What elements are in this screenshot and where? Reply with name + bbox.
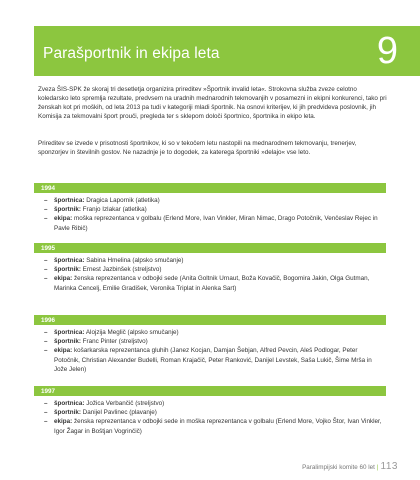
- list-item: [44, 205, 384, 214]
- bullet-dash: –: [44, 206, 48, 214]
- list-item: [44, 256, 384, 265]
- chapter-number: 9: [376, 30, 398, 72]
- list-item: [44, 346, 384, 374]
- entry-category: ekipa:: [54, 275, 73, 283]
- bullet-dash: –: [44, 418, 48, 426]
- year-heading-1995: [34, 243, 386, 253]
- entry-text: Dragica Lapornik (atletika): [84, 197, 160, 204]
- entry-category: športnica:: [54, 400, 85, 407]
- year-heading-1996: [34, 315, 386, 325]
- list-item: [44, 265, 384, 274]
- entry-text: Jožica Verbančič (streljstvo): [84, 400, 165, 407]
- entry-text: Sabina Hmelina (alpsko smučanje): [84, 257, 184, 264]
- bullet-dash: –: [44, 257, 48, 264]
- bullet-dash: –: [44, 329, 48, 336]
- entry-text: ženska reprezentanca v odbojki sede in moška reprezentanca v golbalu (Erlend More, Vojko Štor, Ivan Vinkler, Igor Žagar in Boštjan Vogrinčič): [54, 418, 382, 435]
- bullet-dash: –: [44, 400, 48, 407]
- entry-text: ženska reprezentanca v odbojki sede (Anita Goltnik Urnaut, Boža Kovačič, Bogomira Jakin, Olga Gutman, Marinka Cencelj, Emilie Gradišek, Veronika Triplat in Alenka Sart): [54, 275, 370, 292]
- entry-category: športnik:: [54, 409, 81, 417]
- list-item: [44, 214, 384, 232]
- chapter-title: Parašportnik in ekipa leta: [43, 45, 220, 62]
- list-item: [44, 274, 384, 292]
- page-footer: [302, 461, 398, 472]
- intro-paragraph-2: Prireditev se izvede v prisotnosti športnikov, ki so v tekočem letu nastopili na mednarodnem tekmovanju, trenerjev, sponzorjev in številnih gostov. Ne nazadnje je to dogodek, za katerega športniki »delajo« vse leto.: [38, 140, 357, 156]
- bullet-dash: –: [44, 215, 48, 223]
- entry-category: športnica:: [54, 197, 85, 204]
- entry-text: košarkarska reprezentanca gluhih (Janez Kocjan, Damjan Šebjan, Alfred Pevcin, Aleš Podlogar, Peter Potočnik, Christian Alexander Budelli, Roman Krajačič, Peter Ranković, Danijel Levstek, Saša Lukič, Šime Mrša in Jože Jelen): [54, 347, 372, 373]
- entry-text: moška reprezentanca v golbalu (Erlend More, Ivan Vinkler, Miran Nimac, Drago Potočnik, Venčeslav Rejec in Pavle Ribič): [54, 215, 378, 232]
- entry-text: Franjo Izlakar (atletika): [80, 206, 147, 214]
- bullet-dash: –: [44, 266, 48, 274]
- year-label: 1994: [41, 184, 56, 192]
- year-label: 1996: [41, 316, 56, 324]
- bullet-dash: –: [44, 275, 48, 283]
- year-heading-1997: [34, 386, 386, 396]
- page-number: 113: [380, 461, 398, 472]
- bullet-dash: –: [44, 409, 48, 417]
- bullet-dash: –: [44, 338, 48, 346]
- entry-category: športnica:: [54, 329, 85, 336]
- award-list-1994: [44, 196, 384, 233]
- footer-text: Paralimpijski komite 60 let: [302, 464, 375, 471]
- award-list-1995: [44, 256, 384, 293]
- intro-paragraph-1: Zveza ŠIS-SPK že skoraj tri desetletja organizira prireditev »Športnik invalid leta«. Strokovna služba zveze celotno koledarsko leto spremlja rezultate, predvsem na uradnih mednarodnih tekmovanjih v posamezni in ekipni konkurenci, tako pri ženskah kot pri moških, od leta 2013 pa tudi v kategoriji mladi športnik. Na osnovi kriterijev, ki jih predvideva poslovnik, jih Komisija za tekmovalni šport prouči, pregleda ter s sklepom določi športnico, športnika in ekipo leta.: [38, 86, 387, 120]
- entry-text: Danijel Pavlinec (plavanje): [80, 409, 157, 417]
- entry-category: ekipa:: [54, 418, 73, 426]
- entry-text: Franc Pinter (streljstvo): [80, 338, 148, 346]
- entry-category: športnica:: [54, 257, 85, 264]
- entry-category: športnik:: [54, 266, 81, 274]
- entry-category: ekipa:: [54, 215, 73, 223]
- footer-separator: |: [376, 464, 379, 471]
- list-item: [44, 399, 384, 408]
- entry-category: športnik:: [54, 338, 81, 346]
- entry-text: Alojzija Meglič (alpsko smučanje): [84, 329, 179, 336]
- entry-category: športnik:: [54, 206, 81, 214]
- entry-text: Ernest Jazbinšek (streljstvo): [80, 266, 162, 274]
- list-item: [44, 328, 384, 337]
- bullet-dash: –: [44, 197, 48, 204]
- list-item: [44, 408, 384, 417]
- list-item: [44, 196, 384, 205]
- year-label: 1995: [41, 244, 56, 252]
- list-item: [44, 337, 384, 346]
- year-heading-1994: [34, 183, 386, 193]
- award-list-1996: [44, 328, 384, 374]
- year-label: 1997: [41, 387, 56, 395]
- bullet-dash: –: [44, 347, 48, 355]
- entry-category: ekipa:: [54, 347, 73, 355]
- list-item: [44, 417, 384, 435]
- chapter-header: [34, 26, 420, 76]
- award-list-1997: [44, 399, 384, 436]
